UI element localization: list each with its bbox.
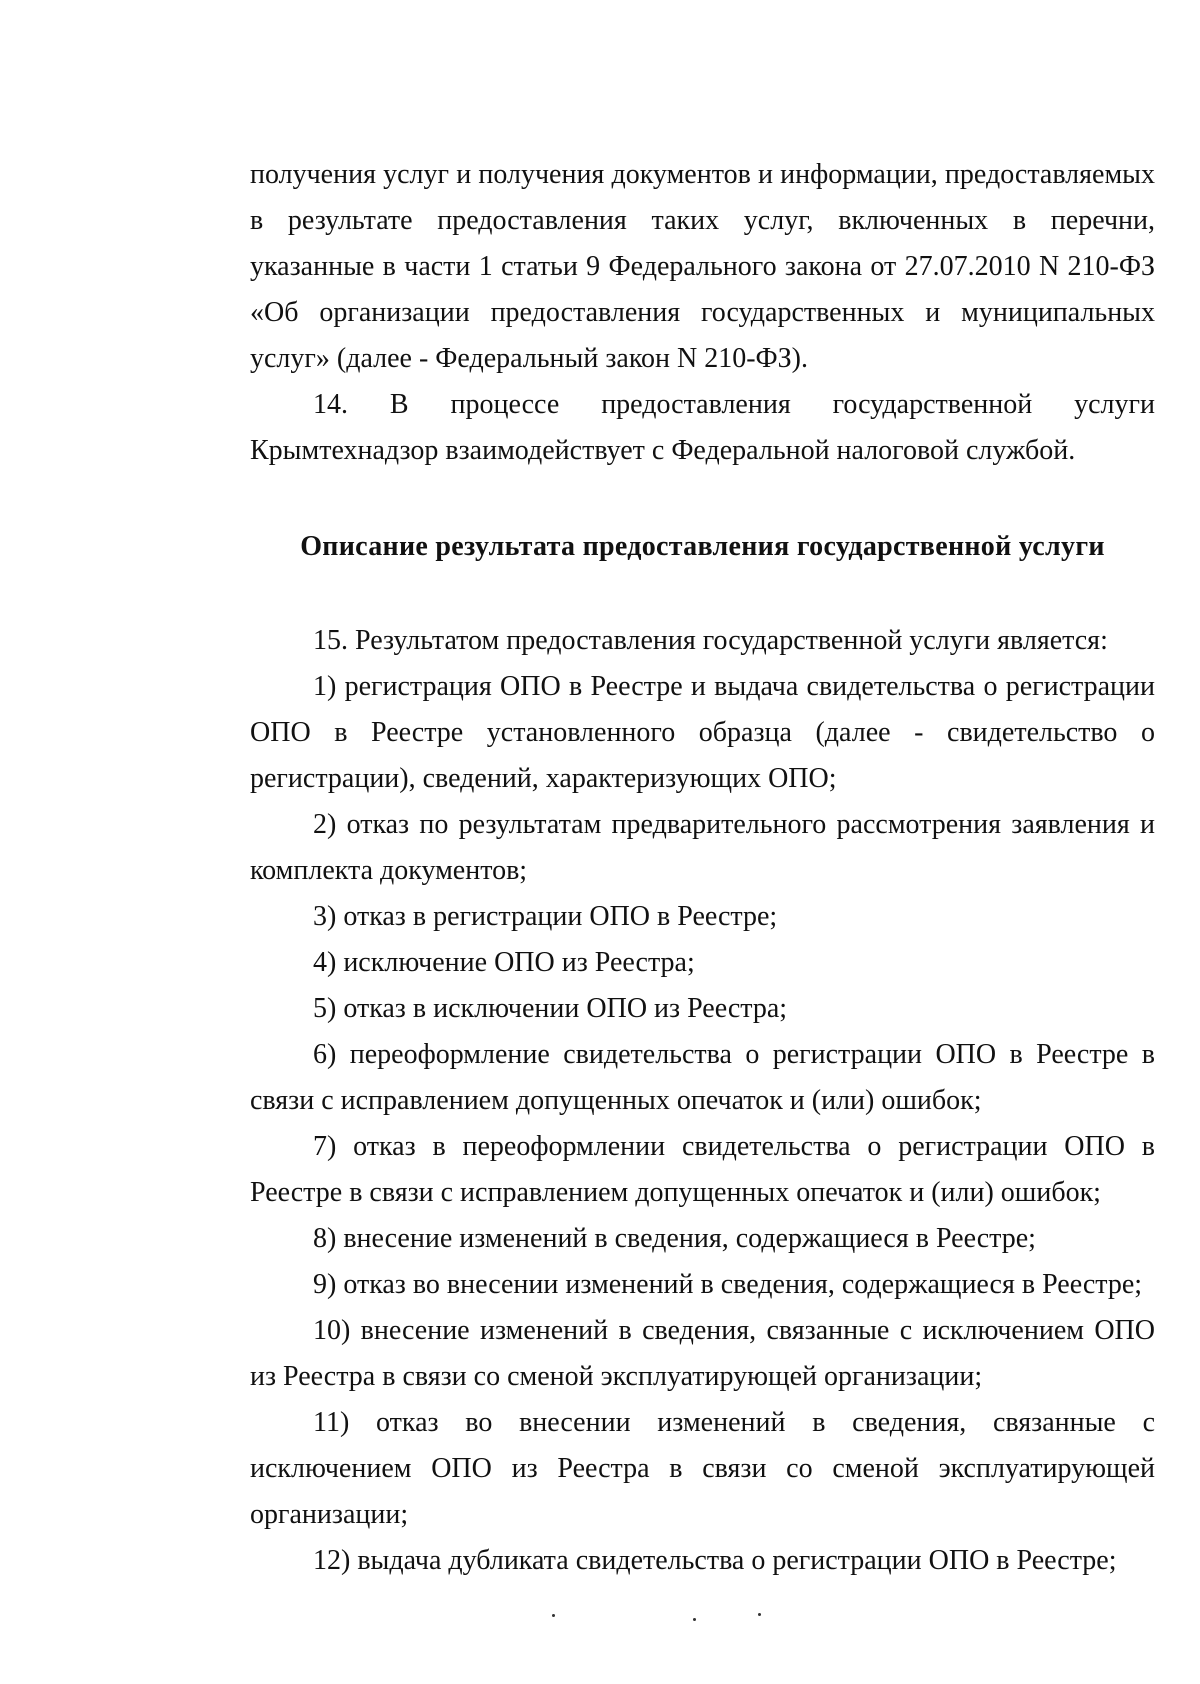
- list-item: 11) отказ во внесении изменений в сведения, связанные с исключением ОПО из Реестра в связи со сменой эксплуатирующей организации;: [250, 1407, 1155, 1530]
- paragraph-15: 15. Результатом предоставления государственной услуги является:: [313, 625, 1108, 656]
- list-item: 7) отказ в переоформлении свидетельства о регистрации ОПО в Реестре в связи с исправлением допущенных опечаток и (или) ошибок;: [250, 1131, 1155, 1208]
- list-item: 1) регистрация ОПО в Реестре и выдача свидетельства о регистрации ОПО в Реестре установленного образца (далее - свидетельство о регистрации), сведений, характеризующих ОПО;: [250, 671, 1155, 794]
- paragraph-14: 14. В процессе предоставления государственной услуги Крымтехнадзор взаимодействует с Федеральной налоговой службой.: [250, 389, 1155, 466]
- document-body: [250, 152, 1155, 1584]
- paragraph-continuation: получения услуг и получения документов и информации, предоставляемых в результате предоставления таких услуг, включенных в перечни, указанные в части 1 статьи 9 Федерального закона от 27.07.2010 N 210-ФЗ «Об организации предоставления государственных и муниципальных услуг» (далее - Федеральный закон N 210-ФЗ).: [250, 159, 1155, 374]
- list-item: 5) отказ в исключении ОПО из Реестра;: [313, 993, 788, 1024]
- list-item: 9) отказ во внесении изменений в сведения, содержащиеся в Реестре;: [313, 1269, 1143, 1300]
- scan-speck: [758, 1613, 761, 1616]
- result-list: [250, 664, 1155, 1584]
- list-item: 4) исключение ОПО из Реестра;: [313, 947, 695, 978]
- section-heading: Описание результата предоставления государственной услуги: [300, 531, 1105, 562]
- list-item: 8) внесение изменений в сведения, содержащиеся в Реестре;: [313, 1223, 1036, 1254]
- scan-speck: [693, 1618, 696, 1621]
- list-item: 6) переоформление свидетельства о регистрации ОПО в Реестре в связи с исправлением допущенных опечаток и (или) ошибок;: [250, 1039, 1155, 1116]
- list-item: 2) отказ по результатам предварительного рассмотрения заявления и комплекта документов;: [250, 809, 1155, 886]
- list-item: 3) отказ в регистрации ОПО в Реестре;: [313, 901, 778, 932]
- scan-speck: [552, 1614, 555, 1617]
- list-item: 12) выдача дубликата свидетельства о регистрации ОПО в Реестре;: [313, 1545, 1117, 1576]
- list-item: 10) внесение изменений в сведения, связанные с исключением ОПО из Реестра в связи со сменой эксплуатирующей организации;: [250, 1315, 1155, 1392]
